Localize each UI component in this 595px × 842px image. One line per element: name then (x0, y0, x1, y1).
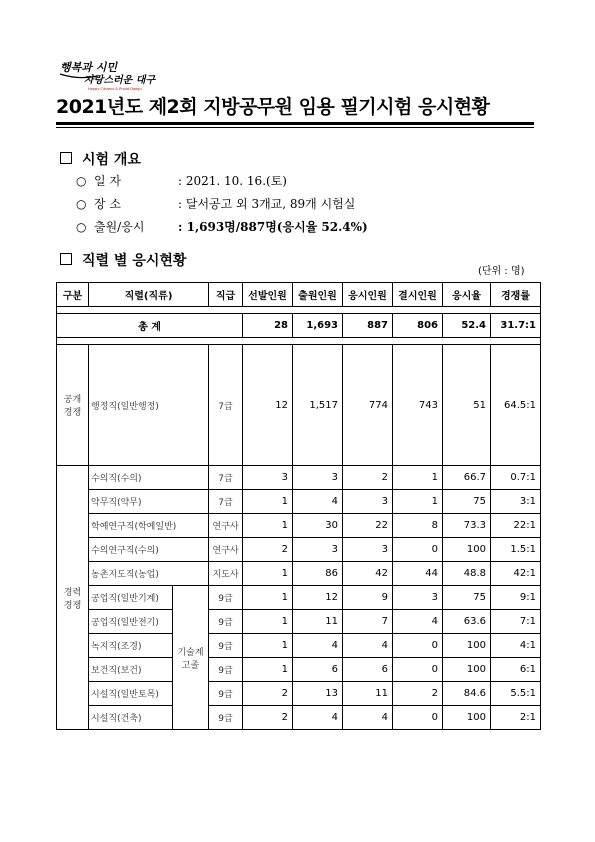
applied-cell: 30 (293, 514, 343, 538)
category-cell: 경력 경쟁 (57, 466, 89, 730)
competition-cell: 22:1 (491, 514, 541, 538)
selected-cell: 1 (243, 610, 293, 634)
applied-cell: 4 (293, 634, 343, 658)
applied-cell: 4 (293, 490, 343, 514)
competition-cell: 5.5:1 (491, 682, 541, 706)
spacer-row (57, 307, 541, 314)
table-row (57, 610, 541, 634)
series-cell: 공업직(일반기계) (89, 586, 173, 610)
selected-cell: 1 (243, 514, 293, 538)
table-row (57, 466, 541, 490)
page-title: 2021년도 제2회 지방공무원 임용 필기시험 응시현황 (56, 96, 490, 118)
competition-cell: 4:1 (491, 634, 541, 658)
rate-cell: 84.6 (443, 682, 491, 706)
applied-cell: 12 (293, 586, 343, 610)
overview-value: : 달서공고 외 3개교, 89개 시험실 (178, 197, 356, 211)
series-cell: 수의연구직(수의) (89, 538, 209, 562)
svg-text:Happy Citizens & Proud Daegu: Happy Citizens & Proud Daegu (88, 87, 142, 91)
total-row (57, 314, 541, 338)
svg-text:행복과 시민: 행복과 시민 (60, 61, 117, 74)
applied-cell: 86 (293, 562, 343, 586)
competition-cell: 9:1 (491, 586, 541, 610)
absent-cell: 0 (393, 538, 443, 562)
selected-cell: 2 (243, 538, 293, 562)
grade-cell: 9급 (209, 658, 243, 682)
daegu-logo (58, 58, 168, 92)
attended-cell: 6 (343, 658, 393, 682)
table-row (57, 586, 541, 610)
absent-cell: 1 (393, 490, 443, 514)
header-cell: 구분 (57, 283, 89, 307)
attended-cell: 4 (343, 706, 393, 730)
table-row (57, 706, 541, 730)
attended-cell: 4 (343, 634, 393, 658)
competition-cell: 3:1 (491, 490, 541, 514)
table-row (57, 490, 541, 514)
attended-cell: 9 (343, 586, 393, 610)
total-absent: 806 (393, 314, 443, 338)
applied-cell: 1,517 (293, 345, 343, 466)
grade-cell: 7급 (209, 490, 243, 514)
rate-cell: 63.6 (443, 610, 491, 634)
table-row (57, 345, 541, 466)
rate-cell: 73.3 (443, 514, 491, 538)
attended-cell: 7 (343, 610, 393, 634)
total-label: 총 계 (57, 314, 243, 338)
rate-cell: 100 (443, 658, 491, 682)
selected-cell: 2 (243, 682, 293, 706)
overview-value: : 1,693명/887명(응시율 52.4%) (178, 220, 368, 234)
unit-note: (단위 : 명) (478, 266, 525, 277)
absent-cell: 8 (393, 514, 443, 538)
total-applied: 1,693 (293, 314, 343, 338)
grade-cell: 7급 (209, 466, 243, 490)
header-cell: 선발인원 (243, 283, 293, 307)
grade-cell: 연구사 (209, 538, 243, 562)
attended-cell: 11 (343, 682, 393, 706)
series-cell: 수의직(수의) (89, 466, 209, 490)
rate-cell: 66.7 (443, 466, 491, 490)
square-bullet-icon (60, 152, 72, 164)
table-row (57, 562, 541, 586)
header-cell: 경쟁률 (491, 283, 541, 307)
competition-cell: 6:1 (491, 658, 541, 682)
absent-cell: 743 (393, 345, 443, 466)
applied-cell: 3 (293, 466, 343, 490)
overview-place (76, 195, 355, 212)
table-row (57, 538, 541, 562)
rate-cell: 48.8 (443, 562, 491, 586)
overview-value: : 2021. 10. 16.(토) (178, 174, 287, 188)
total-selected: 28 (243, 314, 293, 338)
competition-cell: 7:1 (491, 610, 541, 634)
selected-cell: 1 (243, 586, 293, 610)
circle-bullet-icon: ○ (76, 220, 87, 234)
rate-cell: 100 (443, 634, 491, 658)
table-row (57, 658, 541, 682)
category-cell: 공개 경쟁 (57, 345, 89, 466)
applied-cell: 3 (293, 538, 343, 562)
series-cell: 시설직(일반토목) (89, 682, 173, 706)
absent-cell: 4 (393, 610, 443, 634)
absent-cell: 0 (393, 706, 443, 730)
subgroup-cell: 기술계 고졸 (173, 586, 209, 730)
attended-cell: 2 (343, 466, 393, 490)
attended-cell: 3 (343, 490, 393, 514)
rate-cell: 75 (443, 490, 491, 514)
section-title: 시험 개요 (82, 152, 141, 168)
competition-cell: 1.5:1 (491, 538, 541, 562)
applied-cell: 6 (293, 658, 343, 682)
grade-cell: 9급 (209, 706, 243, 730)
attended-cell: 774 (343, 345, 393, 466)
grade-cell: 9급 (209, 610, 243, 634)
header-cell: 직렬(직류) (89, 283, 209, 307)
selected-cell: 1 (243, 562, 293, 586)
applied-cell: 4 (293, 706, 343, 730)
rate-cell: 100 (443, 538, 491, 562)
series-cell: 약무직(약무) (89, 490, 209, 514)
spacer-cell (57, 307, 541, 314)
grade-cell: 7급 (209, 345, 243, 466)
total-attended: 887 (343, 314, 393, 338)
spacer-row (57, 338, 541, 345)
selected-cell: 2 (243, 706, 293, 730)
section-status-heading (60, 250, 186, 270)
competition-cell: 42:1 (491, 562, 541, 586)
square-bullet-icon (60, 253, 72, 265)
header-cell: 출원인원 (293, 283, 343, 307)
series-cell: 공업직(일반전기) (89, 610, 173, 634)
absent-cell: 1 (393, 466, 443, 490)
series-cell: 시설직(건축) (89, 706, 173, 730)
overview-date (76, 172, 287, 189)
competition-cell: 0.7:1 (491, 466, 541, 490)
competition-cell: 2:1 (491, 706, 541, 730)
table-row (57, 514, 541, 538)
overview-applicants (76, 218, 368, 235)
absent-cell: 0 (393, 658, 443, 682)
career-body (57, 466, 541, 730)
status-table (56, 282, 541, 730)
selected-cell: 1 (243, 634, 293, 658)
selected-cell: 1 (243, 490, 293, 514)
circle-bullet-icon: ○ (76, 174, 87, 188)
total-competition: 31.7:1 (491, 314, 541, 338)
applied-cell: 13 (293, 682, 343, 706)
rate-cell: 100 (443, 706, 491, 730)
title-rule-thick (56, 122, 534, 125)
overview-key: 출원/응시 (94, 220, 145, 234)
selected-cell: 1 (243, 658, 293, 682)
grade-cell: 9급 (209, 586, 243, 610)
svg-text:자랑스러운 대구: 자랑스러운 대구 (84, 75, 156, 86)
header-cell: 결시인원 (393, 283, 443, 307)
rate-cell: 51 (443, 345, 491, 466)
circle-bullet-icon: ○ (76, 197, 87, 211)
selected-cell: 3 (243, 466, 293, 490)
series-cell: 행정직(일반행정) (89, 345, 209, 466)
series-cell: 농촌지도직(농업) (89, 562, 209, 586)
title-rule-thin (56, 127, 534, 128)
grade-cell: 연구사 (209, 514, 243, 538)
applied-cell: 11 (293, 610, 343, 634)
header-cell: 직급 (209, 283, 243, 307)
table-row (57, 634, 541, 658)
table-header-row (57, 283, 541, 307)
absent-cell: 3 (393, 586, 443, 610)
competition-cell: 64.5:1 (491, 345, 541, 466)
series-cell: 학예연구직(학예일반) (89, 514, 209, 538)
total-rate: 52.4 (443, 314, 491, 338)
selected-cell: 12 (243, 345, 293, 466)
grade-cell: 지도사 (209, 562, 243, 586)
series-cell: 보건직(보건) (89, 658, 173, 682)
table-row (57, 682, 541, 706)
absent-cell: 2 (393, 682, 443, 706)
series-cell: 녹지직(조경) (89, 634, 173, 658)
attended-cell: 3 (343, 538, 393, 562)
overview-key: 장 소 (94, 197, 121, 211)
section-title: 직렬 별 응시현황 (82, 253, 187, 269)
attended-cell: 22 (343, 514, 393, 538)
header-cell: 응시인원 (343, 283, 393, 307)
spacer-cell (57, 338, 541, 345)
grade-cell: 9급 (209, 682, 243, 706)
attended-cell: 42 (343, 562, 393, 586)
grade-cell: 9급 (209, 634, 243, 658)
absent-cell: 44 (393, 562, 443, 586)
overview-key: 일 자 (94, 174, 121, 188)
rate-cell: 75 (443, 586, 491, 610)
header-cell: 응시율 (443, 283, 491, 307)
section-overview-heading (60, 149, 141, 169)
absent-cell: 0 (393, 634, 443, 658)
